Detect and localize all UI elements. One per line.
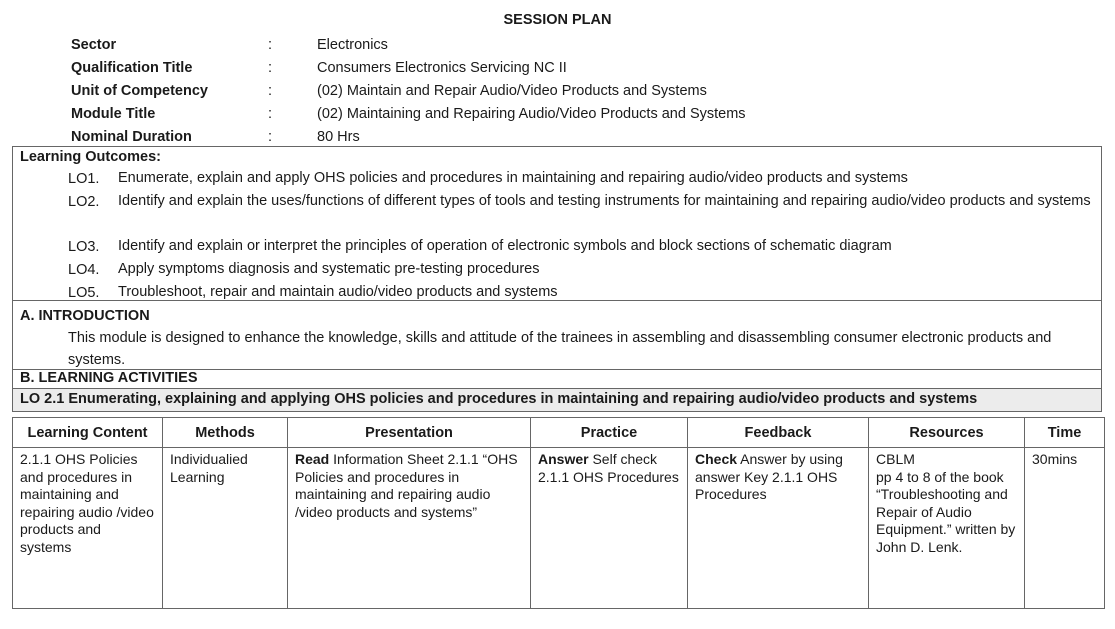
meta-colon: : xyxy=(268,83,273,99)
meta-value: (02) Maintain and Repair Audio/Video Products and Systems xyxy=(317,83,707,99)
lo-text: Identify and explain the uses/functions of different types of tools and testing instruments for maintaining and repairing audio/video products and systems xyxy=(118,193,1091,209)
introduction-box xyxy=(12,300,1102,370)
meta-value: Electronics xyxy=(317,37,388,53)
meta-value: 80 Hrs xyxy=(317,129,360,145)
meta-colon: : xyxy=(268,129,273,145)
column-header: Presentation xyxy=(288,418,531,448)
meta-colon: : xyxy=(268,37,273,53)
introduction-heading: A. INTRODUCTION xyxy=(20,308,150,324)
column-header: Learning Content xyxy=(13,418,163,448)
cell-time: 30mins xyxy=(1025,448,1105,609)
presentation-verb: Read xyxy=(295,451,330,467)
lo-heading: LO 2.1 Enumerating, explaining and applying OHS policies and procedures in maintaining and repairing audio/video products and systems xyxy=(20,391,978,407)
column-header: Practice xyxy=(531,418,688,448)
lo-code: LO1. xyxy=(68,171,100,187)
resources-line1: CBLM xyxy=(876,451,915,467)
column-header: Feedback xyxy=(688,418,869,448)
lo-text: Troubleshoot, repair and maintain audio/video products and systems xyxy=(118,284,558,300)
meta-colon: : xyxy=(268,60,273,76)
resources-detail: pp 4 to 8 of the book “Troubleshooting and Repair of Audio Equipment.” written by John D. Lenk. xyxy=(876,468,1016,555)
table-header-row xyxy=(13,418,1105,448)
feedback-verb: Check xyxy=(695,451,738,467)
meta-label: Module Title xyxy=(71,106,156,122)
practice-verb: Answer xyxy=(538,451,589,467)
cell-methods: Individualied Learning xyxy=(163,448,288,609)
meta-label: Sector xyxy=(71,37,117,53)
introduction-text: This module is designed to enhance the knowledge, skills and attitude of the trainees in assembling and disassembling consumer electronic products and systems. xyxy=(68,330,1052,368)
presentation-detail: Information Sheet 2.1.1 “OHS Policies and procedures in maintaining and repairing audio /video products and systems” xyxy=(295,451,518,520)
meta-label: Qualification Title xyxy=(71,60,193,76)
lo-code: LO4. xyxy=(68,262,100,278)
lo-code: LO2. xyxy=(68,194,100,210)
activities-table xyxy=(12,417,1105,609)
lo-text: Enumerate, explain and apply OHS policies and procedures in maintaining and repairing audio/video products and systems xyxy=(118,170,908,186)
learning-activities-heading: B. LEARNING ACTIVITIES xyxy=(20,370,198,386)
cell-learning-content: 2.1.1 OHS Policies and procedures in maintaining and repairing audio /video products and systems xyxy=(13,448,163,609)
lo-heading-box xyxy=(12,388,1102,412)
lo-code: LO5. xyxy=(68,285,100,301)
meta-label: Nominal Duration xyxy=(71,129,192,145)
practice-detail: Self check 2.1.1 OHS Procedures xyxy=(538,451,679,485)
feedback-detail: Answer by using answer Key 2.1.1 OHS Procedures xyxy=(695,451,843,503)
cell-presentation xyxy=(288,448,531,609)
lo-text: Apply symptoms diagnosis and systematic pre-testing procedures xyxy=(118,261,540,277)
meta-value: Consumers Electronics Servicing NC II xyxy=(317,60,567,76)
meta-value: (02) Maintaining and Repairing Audio/Video Products and Systems xyxy=(317,106,746,122)
document-title: SESSION PLAN xyxy=(503,12,612,28)
table-row xyxy=(13,448,1105,609)
meta-label: Unit of Competency xyxy=(71,83,208,99)
meta-colon: : xyxy=(268,106,273,122)
cell-practice xyxy=(531,448,688,609)
cell-resources xyxy=(869,448,1025,609)
learning-outcomes-box xyxy=(12,146,1102,301)
learning-activities-box xyxy=(12,369,1102,389)
lo-code: LO3. xyxy=(68,239,100,255)
column-header: Time xyxy=(1025,418,1105,448)
lo-text: Identify and explain or interpret the principles of operation of electronic symbols and block sections of schematic diagram xyxy=(118,238,892,254)
column-header: Resources xyxy=(869,418,1025,448)
cell-feedback xyxy=(688,448,869,609)
learning-outcomes-heading: Learning Outcomes: xyxy=(20,149,161,165)
column-header: Methods xyxy=(163,418,288,448)
